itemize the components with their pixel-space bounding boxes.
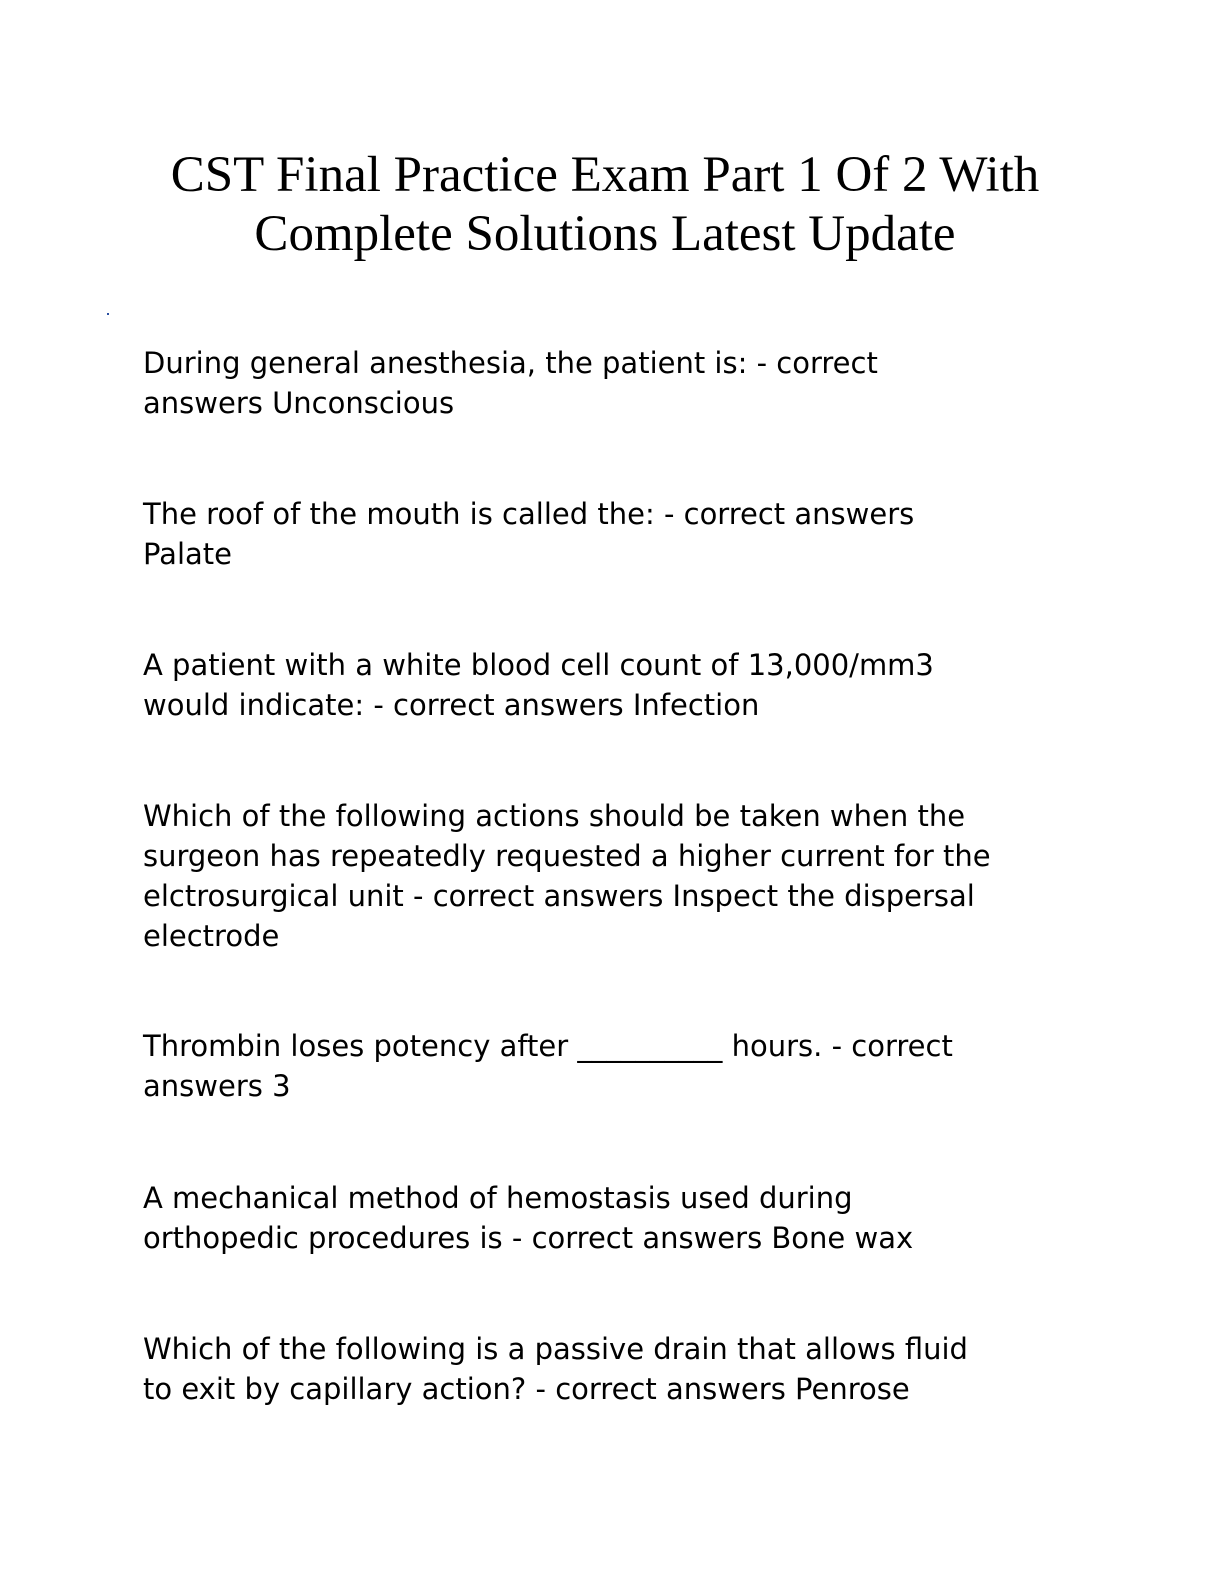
question-answer-4: Which of the following actions should be taken when the surgeon has repeatedly requested a higher current for the elctrosurgical unit - correct answers Inspect the dispersal electrode <box>143 799 991 953</box>
document-title: CST Final Practice Exam Part 1 Of 2 With Complete Solutions Latest Update <box>170 147 1040 262</box>
question-answer-3: A patient with a white blood cell count of 13,000/mm3 would indicate: - correct answers Infection <box>143 648 934 722</box>
question-answer-2: The roof of the mouth is called the: - correct answers Palate <box>143 497 915 571</box>
question-answer-1: During general anesthesia, the patient is: - correct answers Unconscious <box>143 346 878 420</box>
question-answer-7: Which of the following is a passive drain that allows fluid to exit by capillary action? - correct answers Penrose <box>143 1332 968 1406</box>
question-answer-5: Thrombin loses potency after __________ hours. - correct answers 3 <box>143 1029 953 1103</box>
stray-mark <box>107 313 109 315</box>
question-answer-6: A mechanical method of hemostasis used during orthopedic procedures is - correct answers Bone wax <box>143 1181 914 1255</box>
